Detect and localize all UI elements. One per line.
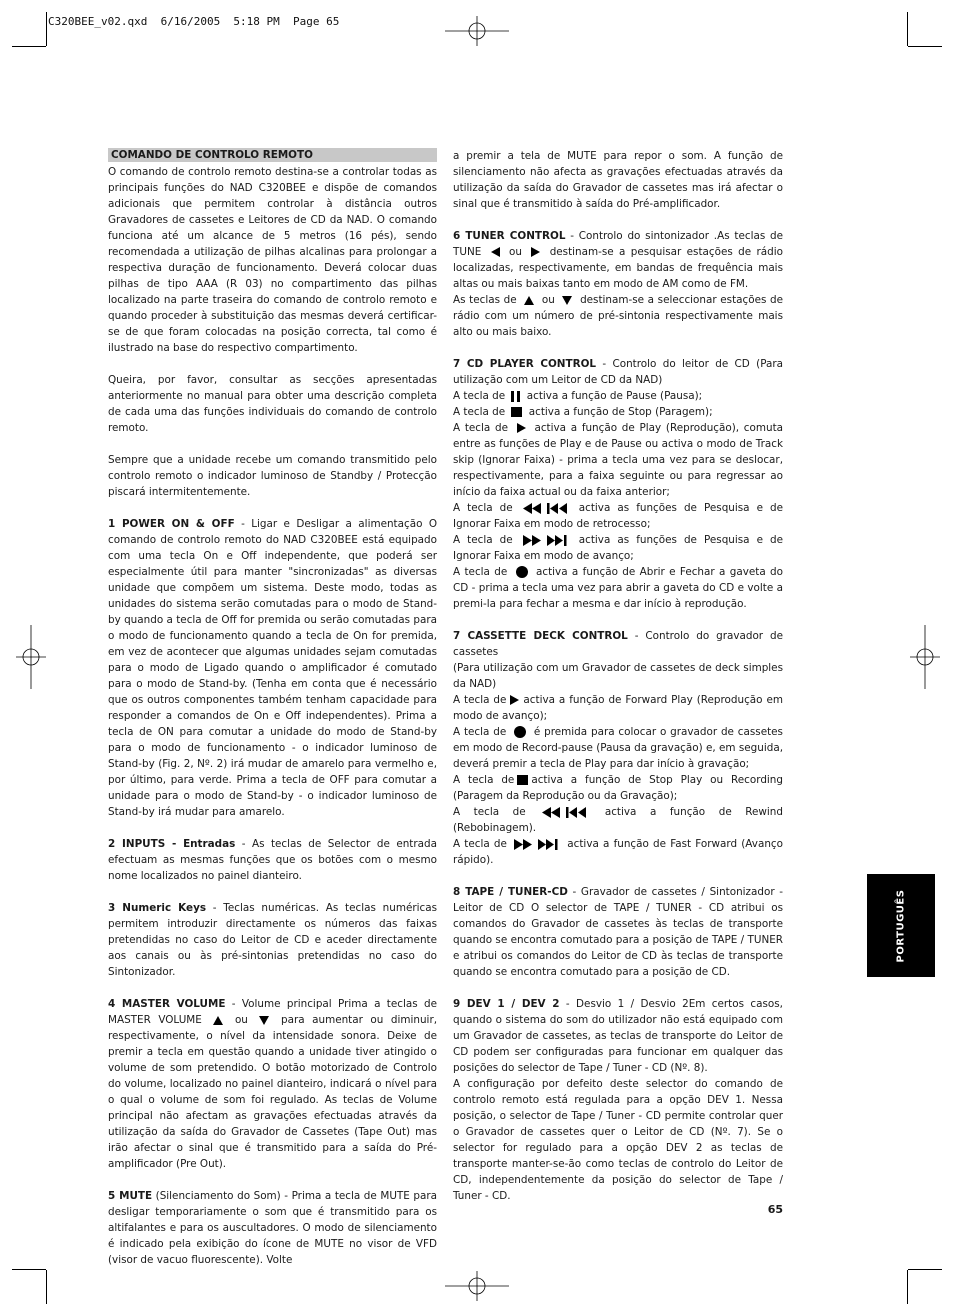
registration-mark-right: [910, 625, 940, 689]
registration-mark-top: [445, 16, 509, 46]
cd-tecla-label: A tecla de: [453, 422, 508, 434]
tape-tecla-label: A tecla de: [453, 806, 526, 818]
intro-paragraph-3: Sempre que a unidade recebe um comando transmitido pelo controlo remoto o indicador luminoso de Standby / Protecção piscará intermitentemente.: [108, 454, 437, 498]
item-tape-tuner-cd-text: - Gravador de cassetes / Sintonizador - Leitor de CD O selector de TAPE / TUNER - CD atribui os comandos do Gravador de cassetes às teclas de transporte quando se encontra comutado para a posição de TAPE / TUNER e atribui os comandos do Leitor de CD às teclas de transporte quando se encontra comutado para a posição de CD.: [453, 886, 783, 978]
item-tuner-text-2: destinam-se a pesquisar estações de rádio localizadas, respectivamente, em bandas de frequência mais altas ou mais baixas tanto em modo de AM como de FM.: [453, 246, 783, 290]
item-dev-text: - Desvio 1 / Desvio 2Em certos casos, quando o sistema do som do utilizador não está equipado com um Gravador de cassetes, as teclas de transporte do Leitor de CD podem ser configuradas para funcionar em qualquer das posições do selector de Tape / Tuner - CD (Nº. 8).: [453, 998, 783, 1074]
item-tuner-preset: [453, 292, 783, 340]
item-power: [108, 516, 437, 820]
tape-stop-line: [453, 772, 783, 804]
volume-down-icon: [259, 1016, 269, 1025]
tape-fast-forward-icon: [514, 839, 560, 850]
registration-mark-left: [16, 625, 46, 689]
registration-mark-bottom: [445, 1271, 509, 1301]
right-column: [453, 148, 783, 1204]
tape-stop-text: activa a função de Stop Play ou Recording (Paragem da Reprodução ou da Gravação);: [453, 774, 783, 802]
tape-play-line: [453, 692, 783, 724]
tape-rec-text: é premida para colocar o gravador de cassetes em modo de Record-pause (Pausa da gravação) e, em seguida, deverá premir a tecla de Play para dar início à gravação;: [453, 726, 783, 770]
cd-tecla-label: A tecla de: [453, 566, 508, 578]
intro-paragraph-1: O comando de controlo remoto destina-se a controlar todas as principais funções do NAD C320BEE e dispõe de comandos adicionais que permitem controlar à distância outros Gravadores de cassetes e Leitores de CD da NAD. O comando funciona até um alcance de 5 metros (16 pés), sendo recomendada a utilização de pilhas alcalinas para prolongar a respectiva duração de funcionamento. Deverá colocar duas pilhas de tipo AAA (R 03) no compartimento das pilhas localizado na parte traseira do comando de controlo remoto e quando proceder à substituição das mesmas deverá certificar-se de que foram colocadas na posição correcta, tal como é ilustrado na base do respectivo compartimento.: [108, 166, 437, 354]
tune-right-icon: [531, 247, 540, 257]
tape-stop-icon: [517, 775, 528, 785]
tape-rew-line: [453, 804, 783, 836]
crop-mark-tl-h: [12, 46, 46, 47]
item-volume-or: ou: [234, 1014, 248, 1026]
page-number: 65: [767, 1203, 783, 1216]
item-inputs-text: - As teclas de Selector de entrada efectuam as mesmas funções que os botões com o mesmo nome localizados no painel dianteiro.: [108, 838, 437, 882]
item-power-heading: 1 POWER ON & OFF: [108, 518, 235, 530]
stop-icon: [511, 407, 522, 417]
section-heading: COMANDO DE CONTROLO REMOTO: [108, 148, 437, 162]
cd-rew-text: activa as funções de Pesquisa e de Ignorar Faixa em modo de retrocesso;: [453, 502, 784, 530]
cd-rew-line: [453, 500, 783, 532]
cd-tecla-label: A tecla de: [453, 390, 506, 402]
crop-mark-tl-v: [46, 12, 47, 46]
item-mute-continued: a premir a tela de MUTE para repor o som. A função de silenciamento não afecta as gravações efectuadas através da utilização da saída do Gravador de cassetes mas irá afectar o sinal que é transmitido à saída do Pré-amplificador.: [453, 150, 783, 210]
item-cassette-text: - Controlo do gravador de cassetes: [453, 630, 783, 658]
crop-mark-tr-v: [907, 12, 908, 46]
item-cassette-heading: 7 CASSETTE DECK CONTROL: [453, 630, 628, 642]
item-tuner-text-1: - Controlo do sintonizador .As teclas de TUNE: [453, 230, 784, 258]
rewind-skip-back-icon: [523, 503, 569, 514]
language-tab: [867, 874, 935, 977]
item-dev-text-2: A configuração por defeito deste selector do comando de controlo remoto está regulada para a opção DEV 1. Nessa posição, o selector de Tape / Tuner - CD permite controlar quer o Gravador de cassetes quer o Leitor de CD (Nº. 7). Se o selector for regulado para a opção DEV 2 as teclas de transporte manter-se-ão como teclas de controlo do Leitor de CD, independentemente da posição do selector de Tape / Tuner - CD.: [453, 1078, 783, 1202]
cd-ff-text: activa as funções de Pesquisa e de Ignorar Faixa em modo de avanço;: [453, 534, 784, 562]
item-tuner-or: ou: [509, 246, 522, 258]
cd-ff-line: [453, 532, 783, 564]
language-tab-label: PORTUGUÊS: [895, 889, 907, 962]
cd-pause-text: activa a função de Pause (Pausa);: [526, 390, 703, 402]
tape-rec-line: [453, 724, 783, 772]
item-mute-heading: 5 MUTE: [108, 1190, 153, 1202]
item-mute: [108, 1188, 437, 1268]
volume-up-icon: [213, 1016, 223, 1025]
item-cd-text: - Controlo do leitor de CD (Para utilização com um Leitor de CD da NAD): [453, 358, 783, 386]
tape-rewind-icon: [542, 807, 588, 818]
crop-mark-bl-h: [12, 1269, 46, 1270]
cd-pause-line: [453, 388, 783, 404]
tape-tecla-label: A tecla de: [453, 694, 507, 706]
item-dev-heading: 9 DEV 1 / DEV 2: [453, 998, 560, 1010]
tape-tecla-label: A tecla de: [453, 726, 507, 738]
print-slug: C320BEE_v02.qxd 6/16/2005 5:18 PM Page 65: [48, 15, 340, 28]
cd-play-line: [453, 420, 783, 500]
item-cd: [453, 356, 783, 388]
item-tape-tuner-cd-heading: 8 TAPE / TUNER-CD: [453, 886, 568, 898]
item-tuner-text-3: As teclas de: [453, 294, 517, 306]
record-icon: [514, 726, 526, 738]
item-dev: [453, 996, 783, 1076]
tape-tecla-label: A tecla de: [453, 774, 515, 786]
cd-tecla-label: A tecla de: [453, 406, 506, 418]
open-close-icon: [516, 566, 528, 578]
tape-rew-text: activa a função de Rewind (Rebobinagem).: [453, 806, 783, 834]
item-cd-heading: 7 CD PLAYER CONTROL: [453, 358, 597, 370]
play-icon: [517, 423, 526, 433]
intro-paragraph-2: Queira, por favor, consultar as secções apresentadas anteriormente no manual para obter uma descrição completa de cada uma das funções individuais do comando de controlo remoto.: [108, 374, 437, 434]
cd-play-text: activa a função de Play (Reprodução), comuta entre as funções de Play e de Pause ou activa o modo de Track skip (Ignorar Faixa) - prima a tecla uma vez para se deslocar, respectivamente, para a faixa seguinte ou para regressar ao início da faixa actual ou da faixa anterior;: [453, 422, 784, 498]
item-tuner-or-2: ou: [541, 294, 555, 306]
preset-down-icon: [562, 296, 572, 305]
tape-play-text: activa a função de Forward Play (Reprodução em modo de avanço);: [453, 694, 783, 722]
tape-ff-line: [453, 836, 783, 868]
item-volume-text-2: para aumentar ou diminuir, respectivamente, o nível da intensidade sonora. Deixe de premir a tecla em questão quando a unidade tiver atingido o volume de som pretendido. O botão motorizado de Controlo do volume, localizado no painel dianteiro, indicará o nível para o qual o volume de som foi regulado. As teclas de Volume principal não afectam as gravações efectuadas através da utilização da saída do Gravador de Cassetes (Tape Out) mas irão afectar o sinal que é transmitido para a saída do Pré-amplificador (Pre Out).: [108, 1014, 438, 1170]
item-tuner-heading: 6 TUNER CONTROL: [453, 230, 566, 242]
crop-mark-bl-v: [46, 1270, 47, 1304]
crop-mark-tr-h: [908, 46, 942, 47]
item-mute-text: (Silenciamento do Som) - Prima a tecla de MUTE para desligar temporariamente o som que é transmitido para os altifalantes e para os auscultadores. O modo de silenciamento é indicado pela exibição do ícone de MUTE no visor de VFD (visor de vacuo fluorescente). Volte: [108, 1190, 437, 1266]
pause-icon: [511, 391, 520, 402]
tape-ff-text: activa a função de Fast Forward (Avanço rápido).: [453, 838, 783, 866]
item-inputs: [108, 836, 437, 884]
item-tape-tuner-cd: [453, 884, 783, 980]
item-volume-heading: 4 MASTER VOLUME: [108, 998, 226, 1010]
item-numeric-text: - Teclas numéricas. As teclas numéricas permitem introduzir directamente os números das faixas pretendidas no caso do Leitor de CD e aceder directamente aos canais ou às pré-sintonias pretendidas no caso do Sintonizador.: [108, 902, 437, 978]
fast-forward-skip-icon: [523, 535, 569, 546]
cd-eject-text: activa a função de Abrir e Fechar a gaveta do CD - prima a tecla uma vez para abrir a gaveta do CD e volte a premi-la para fechar a mesma e dar início à reprodução.: [453, 566, 784, 610]
cd-stop-text: activa a função de Stop (Paragem);: [528, 406, 713, 418]
tape-tecla-label: A tecla de: [453, 838, 507, 850]
crop-mark-br-v: [907, 1270, 908, 1304]
tape-play-icon: [510, 695, 519, 705]
item-tuner-text-4: destinam-se a seleccionar estações de rádio com um número de pré-sintonia respectivamente mais alto ou mais baixo.: [453, 294, 783, 338]
cd-eject-line: [453, 564, 783, 612]
item-numeric-heading: 3 Numeric Keys: [108, 902, 207, 914]
cd-stop-line: [453, 404, 783, 420]
left-column: [108, 148, 437, 1268]
cd-tecla-label: A tecla de: [453, 502, 513, 514]
item-cassette: [453, 628, 783, 660]
item-numeric: [108, 900, 437, 980]
cd-tecla-label: A tecla de: [453, 534, 513, 546]
item-volume: [108, 996, 437, 1172]
crop-mark-br-h: [908, 1269, 942, 1270]
item-cassette-sub: (Para utilização com um Gravador de cassetes de deck simples da NAD): [453, 662, 783, 690]
tune-left-icon: [491, 247, 500, 257]
item-power-text: - Ligar e Desligar a alimentação O comando de controlo remoto do NAD C320BEE está equipado com uma tecla On e Off independente, que poderá ser especialmente útil para manter "sincronizadas" as diversas unidade que compõem um sistema. Deste modo, todas as unidades do sistema serão comutadas para o modo de Stand-by quando a tecla de Off for premida ou serão comutadas para o modo de funcionamento quando a tecla de On for premida, em vez de acontecer que algumas unidades sejam comutadas para o modo de Ligado quando o amplificador é comutado para o modo de Stand-by. (Tenha em conta que é necessário que os outros componentes também tenham capacidade para responder a comandos de On e Off independentes). Prima a tecla de ON para comutar a unidade do modo de Stand-by para o modo de funcionamento - o indicador luminoso de Stand-by (Fig. 2, Nº. 2) irá mudar de amarelo para vermelho e, por último, para verde. Prima a tecla de OFF para comutar a unidade para o modo de Stand-by - o indicador luminoso de Stand-by irá mudar para amarelo.: [108, 518, 438, 818]
item-tuner: [453, 228, 783, 292]
item-volume-text-1: - Volume principal Prima a teclas de MASTER VOLUME: [108, 998, 437, 1026]
item-inputs-heading: 2 INPUTS - Entradas: [108, 838, 236, 850]
preset-up-icon: [524, 296, 534, 305]
